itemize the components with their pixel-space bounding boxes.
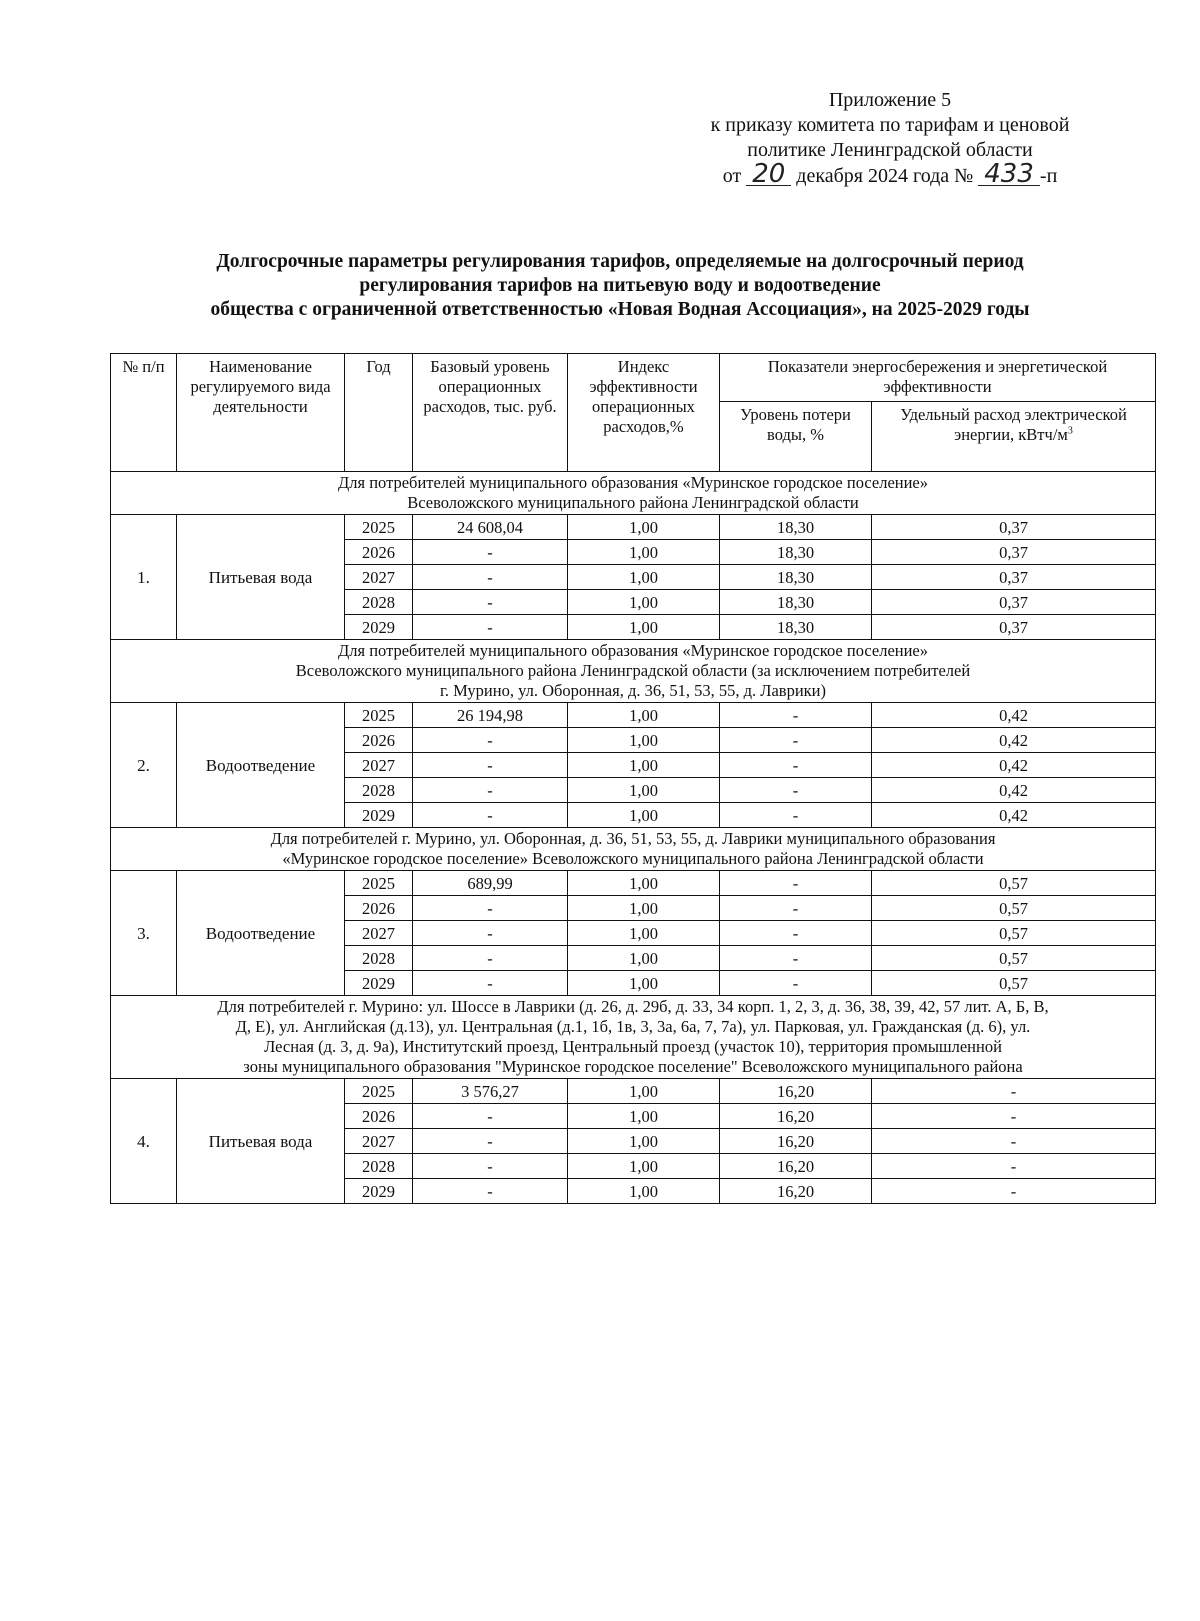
appendix-date-line [650,159,1130,189]
consumer-group-line: г. Мурино, ул. Оборонная, д. 36, 51, 53, 55, д. Лаврики) [440,681,826,700]
table-body [111,472,1156,1204]
cell-year: 2029 [345,615,413,640]
consumer-group-line: Лесная (д. 3, д. 9а), Институтский проезд, Центральный проезд (участок 10), территория промышленной [264,1037,1002,1056]
cell-year: 2025 [345,1079,413,1104]
cell-loss: 16,20 [720,1179,872,1204]
cell-index: 1,00 [568,753,720,778]
cell-loss: - [720,971,872,996]
appendix-header [650,88,1130,189]
header-year: Год [345,354,413,472]
cell-year: 2027 [345,921,413,946]
cell-specific: 0,42 [872,778,1156,803]
appendix-order-line: к приказу комитета по тарифам и ценовой [710,114,1070,136]
cell-base: - [413,590,568,615]
cell-year: 2025 [345,871,413,896]
header-num: № п/п [111,354,177,472]
header-water-loss: Уровень потери воды, % [720,402,872,472]
header-specific-consumption: Удельный расход электрической энергии, кВтч/$м^3$ [872,402,1156,472]
cell-specific: 0,37 [872,540,1156,565]
cell-year: 2029 [345,971,413,996]
cell-base: - [413,728,568,753]
cell-base: 26 194,98 [413,703,568,728]
cell-specific: - [872,1129,1156,1154]
cell-year: 2026 [345,896,413,921]
cell-loss: - [720,871,872,896]
cell-specific: 0,42 [872,803,1156,828]
cell-index: 1,00 [568,1129,720,1154]
cell-loss: - [720,896,872,921]
cell-year: 2029 [345,803,413,828]
cell-base: - [413,971,568,996]
cell-year: 2027 [345,565,413,590]
consumer-group-line: Для потребителей г. Мурино: ул. Шоссе в Лаврики (д. 26, д. 29б, д. 33, 34 корп. 1, 2, 3, д. 36, 38, 39, 42, 57 лит. А, Б, В, [217,997,1049,1016]
cell-loss: 18,30 [720,515,872,540]
cell-index: 1,00 [568,971,720,996]
handwritten-day: 20 [746,163,791,186]
cell-loss: 18,30 [720,565,872,590]
header-base-level: Базовый уровень операционных расходов, тыс. руб. [413,354,568,472]
cell-year: 2026 [345,1104,413,1129]
cell-specific: 0,37 [872,615,1156,640]
cell-specific: 0,57 [872,921,1156,946]
cell-index: 1,00 [568,703,720,728]
row-number: 2. [111,703,177,828]
cell-loss: 16,20 [720,1129,872,1154]
consumer-group-header [111,640,1156,703]
cell-loss: - [720,921,872,946]
header-efficiency-index: Индекс эффективности операционных расходов,% [568,354,720,472]
cell-year: 2028 [345,590,413,615]
header-activity: Наименование регулируемого вида деятельности [177,354,345,472]
date-prefix: от [722,165,742,187]
appendix-committee-line: политике Ленинградской области [747,139,1033,161]
cell-base: - [413,615,568,640]
cell-specific: 0,42 [872,703,1156,728]
consumer-group-line: зоны муниципального образования "Муринское городское поселение" Всеволожского муниципального района [243,1057,1023,1076]
cell-specific: - [872,1154,1156,1179]
cell-specific: - [872,1079,1156,1104]
cell-specific: 0,37 [872,565,1156,590]
consumer-group-line: Для потребителей муниципального образования «Муринское городское поселение» [338,641,928,660]
cell-base: - [413,1104,568,1129]
cell-specific: - [872,1179,1156,1204]
cell-base: - [413,896,568,921]
appendix-number: Приложение 5 [828,89,952,111]
cell-base: - [413,803,568,828]
cell-year: 2029 [345,1179,413,1204]
cell-base: - [413,1179,568,1204]
header-energy-group: Показатели энергосбережения и энергетической эффективности [720,354,1156,402]
order-suffix: -п [1039,165,1058,187]
consumer-group-header [111,996,1156,1079]
cell-specific: 0,37 [872,515,1156,540]
activity-name: Питьевая вода [177,515,345,640]
row-number: 3. [111,871,177,996]
cell-year: 2028 [345,946,413,971]
cell-specific: 0,42 [872,728,1156,753]
date-middle: декабря 2024 года № [796,165,974,187]
cell-year: 2025 [345,515,413,540]
cell-index: 1,00 [568,1179,720,1204]
document-title [110,250,1130,322]
tariff-parameters-table [110,353,1156,1204]
cell-specific: 0,37 [872,590,1156,615]
cell-loss: - [720,946,872,971]
cell-year: 2026 [345,728,413,753]
cell-index: 1,00 [568,1154,720,1179]
cell-index: 1,00 [568,615,720,640]
cell-year: 2028 [345,1154,413,1179]
cell-index: 1,00 [568,515,720,540]
consumer-group-line: Для потребителей г. Мурино, ул. Оборонная, д. 36, 51, 53, 55, д. Лаврики муниципального образования [270,829,996,848]
consumer-group-line: Всеволожского муниципального района Ленинградской области [407,493,859,512]
cell-base: - [413,1129,568,1154]
cell-index: 1,00 [568,896,720,921]
handwritten-order-number: 433 [978,163,1040,186]
table-row [111,703,1156,728]
cell-base: 689,99 [413,871,568,896]
cell-specific: - [872,1104,1156,1129]
consumer-group-line: «Муринское городское поселение» Всеволожского муниципального района Ленинградской области [282,849,984,868]
cell-base: 24 608,04 [413,515,568,540]
table-row [111,515,1156,540]
cell-loss: 18,30 [720,540,872,565]
cell-loss: - [720,753,872,778]
cell-index: 1,00 [568,778,720,803]
cell-specific: 0,57 [872,871,1156,896]
cell-loss: - [720,778,872,803]
cell-specific: 0,42 [872,753,1156,778]
cell-index: 1,00 [568,946,720,971]
cell-specific: 0,57 [872,946,1156,971]
cell-loss: - [720,703,872,728]
title-line-1: Долгосрочные параметры регулирования тарифов, определяемые на долгосрочный период [216,251,1024,272]
cell-loss: 16,20 [720,1104,872,1129]
cell-index: 1,00 [568,803,720,828]
cell-index: 1,00 [568,1079,720,1104]
cell-specific: 0,57 [872,896,1156,921]
row-number: 1. [111,515,177,640]
cell-base: - [413,753,568,778]
table-row [111,1079,1156,1104]
title-line-2: регулирования тарифов на питьевую воду и водоотведение [359,275,881,296]
title-line-3: общества с ограниченной ответственностью «Новая Водная Ассоциация», на 2025-2029 годы [210,299,1030,320]
table-row [111,871,1156,896]
cell-loss: 18,30 [720,615,872,640]
consumer-group-header [111,828,1156,871]
cell-base: - [413,565,568,590]
cell-specific: 0,57 [872,971,1156,996]
cell-loss: - [720,728,872,753]
cell-year: 2027 [345,753,413,778]
cell-loss: 18,30 [720,590,872,615]
cell-base: - [413,921,568,946]
cell-index: 1,00 [568,871,720,896]
consumer-group-header [111,472,1156,515]
cell-index: 1,00 [568,565,720,590]
activity-name: Водоотведение [177,703,345,828]
activity-name: Питьевая вода [177,1079,345,1204]
consumer-group-line: Д, Е), ул. Английская (д.13), ул. Центральная (д.1, 1б, 1в, 3, 3а, 6а, 7, 7а), ул. Парковая, ул. Гражданская (д. 6), ул. [235,1017,1031,1036]
cell-year: 2025 [345,703,413,728]
cell-year: 2027 [345,1129,413,1154]
cell-index: 1,00 [568,921,720,946]
cell-loss: 16,20 [720,1154,872,1179]
cell-base: - [413,946,568,971]
cell-base: - [413,1154,568,1179]
cell-index: 1,00 [568,540,720,565]
activity-name: Водоотведение [177,871,345,996]
row-number: 4. [111,1079,177,1204]
cell-index: 1,00 [568,1104,720,1129]
cell-base: 3 576,27 [413,1079,568,1104]
cell-year: 2026 [345,540,413,565]
consumer-group-line: Всеволожского муниципального района Ленинградской области (за исключением потребителей [295,661,971,680]
cell-base: - [413,540,568,565]
cell-index: 1,00 [568,728,720,753]
cell-loss: 16,20 [720,1079,872,1104]
cell-loss: - [720,803,872,828]
cell-year: 2028 [345,778,413,803]
cell-base: - [413,778,568,803]
cell-index: 1,00 [568,590,720,615]
consumer-group-line: Для потребителей муниципального образования «Муринское городское поселение» [338,473,928,492]
